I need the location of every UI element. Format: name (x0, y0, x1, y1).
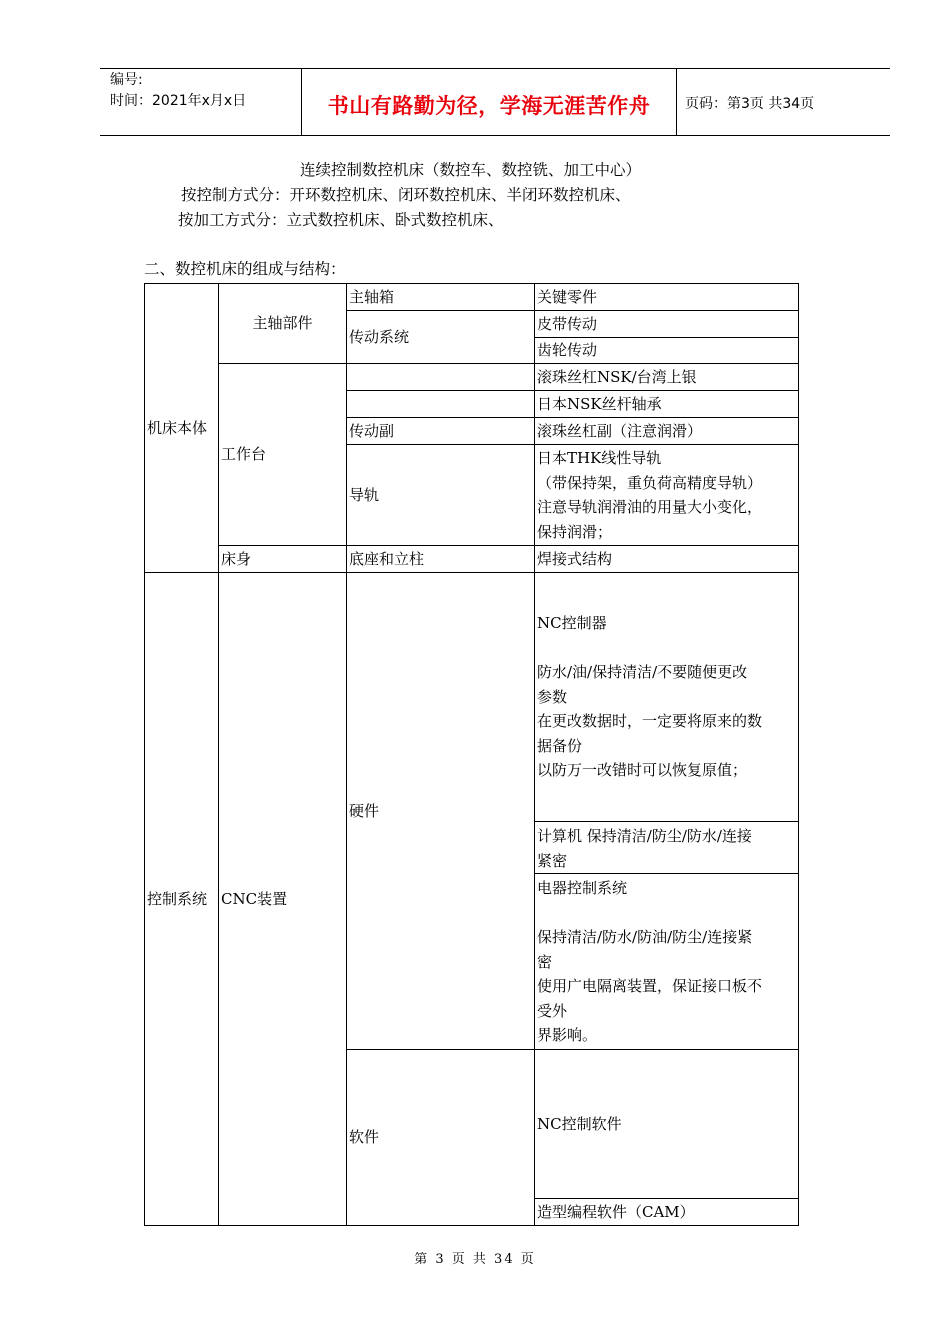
cell-empty-1 (346, 363, 535, 391)
cell-gear-drive: 齿轮传动 (534, 337, 799, 364)
computer-note: 计算机 保持清洁/防尘/防水/连接 (537, 827, 752, 845)
cell-hardware: 硬件 (346, 572, 535, 1050)
nc-note: 在更改数据时，一定要将原来的数 (537, 712, 763, 731)
cell-nsk-bearing: 日本NSK丝杆轴承 (534, 390, 799, 418)
cell-ballscrew-pair: 滚珠丝杠副（注意润滑） (534, 417, 799, 445)
cell-belt-drive: 皮带传动 (534, 310, 799, 338)
intro-line-1: 连续控制数控机床（数控车、数控铣、加工中心） (300, 161, 642, 179)
nc-note: 以防万一改错时可以恢复原值； (537, 761, 748, 780)
cell-guide-rail-notes (534, 444, 799, 546)
cell-electrical-control (534, 873, 799, 1050)
nc-note (537, 636, 762, 661)
intro-line-2: 按控制方式分：开环数控机床、闭环数控机床、半闭环数控机床、 (181, 186, 631, 204)
page-footer: 第 3 页 共 34 页 (414, 1252, 536, 1267)
guide-note: （带保持架，重负荷高精度导轨） (537, 473, 763, 492)
cell-ballscrew-nsk: 滚珠丝杠NSK/台湾上银 (534, 363, 799, 391)
header-top-rule (100, 68, 890, 69)
cell-nc-software: NC控制软件 (534, 1049, 799, 1199)
computer-note: 紧密 (537, 851, 568, 870)
header-page-info: 页码：第3页 共34页 (685, 96, 815, 112)
nc-note: 防水/油/保持清洁/不要随便更改 (537, 663, 748, 682)
cell-worktable: 工作台 (218, 363, 347, 546)
cell-control-system: 控制系统 (144, 572, 219, 1226)
cell-spindle-part: 主轴部件 (218, 283, 347, 364)
cell-spindle-box: 主轴箱 (346, 283, 535, 311)
cell-guide-rail: 导轨 (346, 444, 535, 546)
header-motto: 书山有路勤为径，学海无涯苦作舟 (327, 93, 651, 118)
cell-key-parts: 关键零件 (534, 283, 799, 311)
guide-note: 注意导轨润滑油的用量大小变化， (537, 498, 763, 516)
header-bottom-rule (100, 135, 890, 136)
cell-cnc-device: CNC装置 (218, 572, 347, 1226)
cell-software: 软件 (346, 1049, 535, 1226)
electrical-note: 界影响。 (537, 1026, 598, 1044)
electrical-note: 使用广电隔离装置，保证接口板不 (537, 977, 763, 995)
header-divider-right (676, 68, 677, 136)
header-meta (110, 70, 246, 112)
guide-note: 保持润滑； (537, 522, 613, 541)
nc-note: 据备份 (537, 736, 583, 755)
nc-note: NC控制器 (537, 614, 607, 633)
electrical-note: 保持清洁/防水/防油/防尘/连接紧 (537, 928, 753, 946)
electrical-note: 密 (537, 952, 553, 971)
cell-base-column: 底座和立柱 (346, 545, 535, 573)
cell-transmission-system: 传动系统 (346, 310, 535, 364)
cell-welded-structure: 焊接式结构 (534, 545, 799, 573)
cell-cam-software: 造型编程软件（CAM） (534, 1198, 799, 1226)
cell-nc-controller (534, 572, 799, 822)
cell-empty-2 (346, 390, 535, 418)
cell-machine-body: 机床本体 (144, 283, 219, 573)
cell-computer (534, 821, 799, 874)
date-label: 时间：2021年x月x日 (110, 93, 247, 109)
cell-bed: 床身 (218, 545, 347, 573)
nc-note: 参数 (537, 687, 568, 706)
intro-line-3: 按加工方式分：立式数控机床、卧式数控机床、 (178, 211, 504, 229)
number-label: 编号: (110, 72, 143, 88)
guide-note: 日本THK线性导轨 (537, 449, 662, 467)
electrical-note (537, 901, 796, 926)
electrical-note: 电器控制系统 (537, 879, 628, 897)
electrical-note: 受外 (537, 1001, 568, 1020)
cell-transmission-pair: 传动副 (346, 417, 535, 445)
section-title: 二、数控机床的组成与结构： (144, 260, 346, 278)
